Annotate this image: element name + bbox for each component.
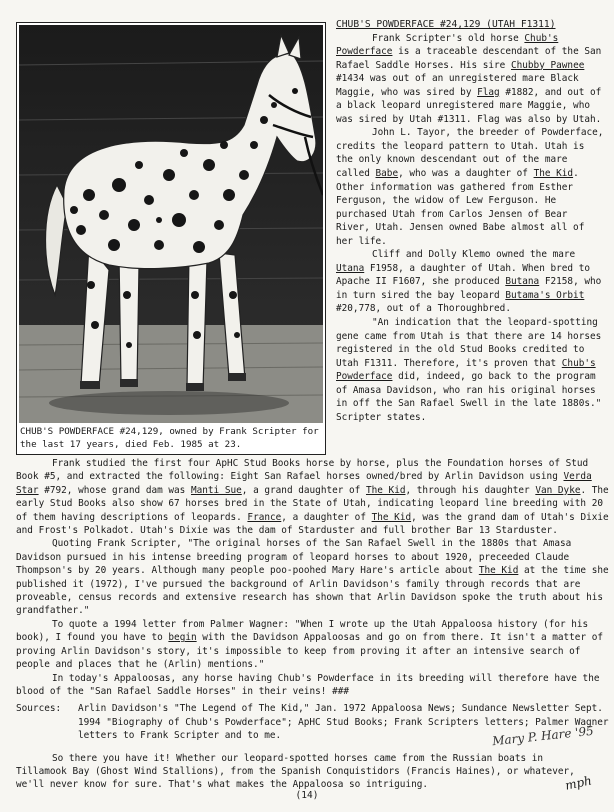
underlined-name: The Kid xyxy=(365,484,406,496)
underlined-name: The Kid xyxy=(533,168,574,180)
paragraph-4: "An indication that the leopard-spotting gene came from Utah is that there are 14 horses registered in the old Stud Books credited to Utah F1311. Therefore, it's proven that Chub's Powderface did, indeed, go back to the program of Amasa Davidson, who ran his original horses in off the San Rafael Swell in the late 1880s." Scripter states. xyxy=(336,317,602,423)
underlined-name: Van Dyke xyxy=(535,484,581,496)
photo-frame xyxy=(16,22,326,455)
page-number: (14) xyxy=(295,790,319,801)
paragraph-7: To quote a 1994 letter from Palmer Wagner: "When I wrote up the Utah Appaloosa history (for his book), I found you have to begin with the Davidson Appaloosas and go on from there. It isn't a matter of proving Arlin Davidson's story, it's impossible to keep from proving it after an intensive search of people and places that he (Arlin) mentions." xyxy=(16,618,604,671)
sources-text: Arlin Davidson's "The Legend of The Kid," Jan. 1972 Appaloosa News; Sundance Newsletter Sept. 1994 "Biography of Chub's Powderface"; ApHC Stud Books; Frank Scripters letters; Palmer Wagner letters to Frank Scripter and to me. xyxy=(78,703,609,742)
underlined-name: Flag xyxy=(477,86,500,98)
author-signature: Mary P. Hare '95 xyxy=(491,723,595,749)
underlined-name: Butana xyxy=(505,276,540,288)
right-column xyxy=(336,18,606,424)
underlined-name: Manti Sue xyxy=(190,484,242,496)
underlined-name: Chub's Powderface xyxy=(336,32,559,58)
underlined-name: Chubby Pawnee xyxy=(510,59,585,71)
underlined-name: Butama's Orbit xyxy=(505,289,585,301)
underlined-name: The Kid xyxy=(371,511,412,523)
underlined-name: Utana xyxy=(336,262,365,274)
photo-caption: CHUB'S POWDERFACE #24,129, owned by Frank Scripter for the last 17 years, died Feb. 1985 at 23. xyxy=(20,426,319,450)
paragraph-8: In today's Appaloosas, any horse having Chub's Powderface in its breeding will therefore have the blood of the "San Rafael Saddle Horses" in their veins! ### xyxy=(16,672,600,697)
paragraph-6: Quoting Frank Scripter, "The original horses of the San Rafael Swell in the 1880s that Amasa Davidson pursued in his intense breeding program of leopard horses to about 1920, preceeded Claude Thompson's by 20 years. Although many people poo-poohed Mary Hare's article about The Kid at the time she published it (1972), I've pursued the background of Arlin Davidson's family through records that are proveable, census records and extensive research has shown that Arlin Davidson spoke the truth about his grandfather." xyxy=(16,538,609,617)
sources-label: Sources: xyxy=(16,703,62,715)
horse-photo xyxy=(19,25,323,423)
underlined-name: France xyxy=(247,511,282,523)
closing-paragraph: So there you have it! Whether our leopard-spotted horses came from the Russian boats in Tillamook Bay (Ghost Wind Stallions), from the Spanish Conquistidors (Francis Haines), or whatever, we'll never know for sure. That's what makes the Appaloosa so intriguing. xyxy=(16,752,575,791)
underlined-name: The Kid xyxy=(478,565,519,577)
paragraph-3: Cliff and Dolly Klemo owned the mare Utana F1958, a daughter of Utah. When bred to Apache II F1607, she produced Butana F2158, who in turn sired the bay leopard Butama's Orbit #20,778, out of a Thoroughbred. xyxy=(336,249,602,315)
underlined-name: Chub's Powderface xyxy=(336,357,596,383)
author-initials: mph xyxy=(563,773,593,793)
paragraph-1: Frank Scripter's old horse Chub's Powderface is a traceable descendant of the San Rafael Saddle Horses. His sire Chubby Pawnee #1434 was out of an unregistered mare Black Maggie, who was sired by Flag #1882, and out of a black leopard unregistered mare Maggie, who was sired by Utah #1311. Flag was also by Utah. xyxy=(336,32,602,125)
article-title: CHUB'S POWDERFACE #24,129 (UTAH F1311) xyxy=(336,19,556,30)
underlined-name: Verda Star xyxy=(16,471,592,496)
paragraph-2: John L. Tayor, the breeder of Powderface, credits the leopard pattern to Utah. Utah is the only known descendant out of the mare called Babe, who was a daughter of The Kid. Other information was gathered from Esther Ferguson, the widow of Lew Ferguson. He purchased Utah from Carlos Jensen of Bear River, Utah. Jensen owned Babe almost all of her life. xyxy=(336,127,604,247)
underlined-name: Babe xyxy=(375,168,399,180)
paragraph-5: Frank studied the first four ApHC Stud Books horse by horse, plus the Foundation horses of Stud Book #5, and extracted the following: Eight San Rafael horses owned/bred by Arlin Davidson using Verda Star #792, whose grand dam was Manti Sue, a grand daughter of The Kid, through his daughter Van Dyke. The early Stud Books also show 67 horses bred in the State of Utah, indicating leopard line breeding with 20 of them having descriptions of leopards. France, a daughter of The Kid, was the grand dam of Utah's Dixie and Frost's Polkadot. Utah's Dixie was the dam of Starduster and full brother Bar 13 Starduster. xyxy=(16,458,609,537)
underlined-name: begin xyxy=(168,632,197,644)
